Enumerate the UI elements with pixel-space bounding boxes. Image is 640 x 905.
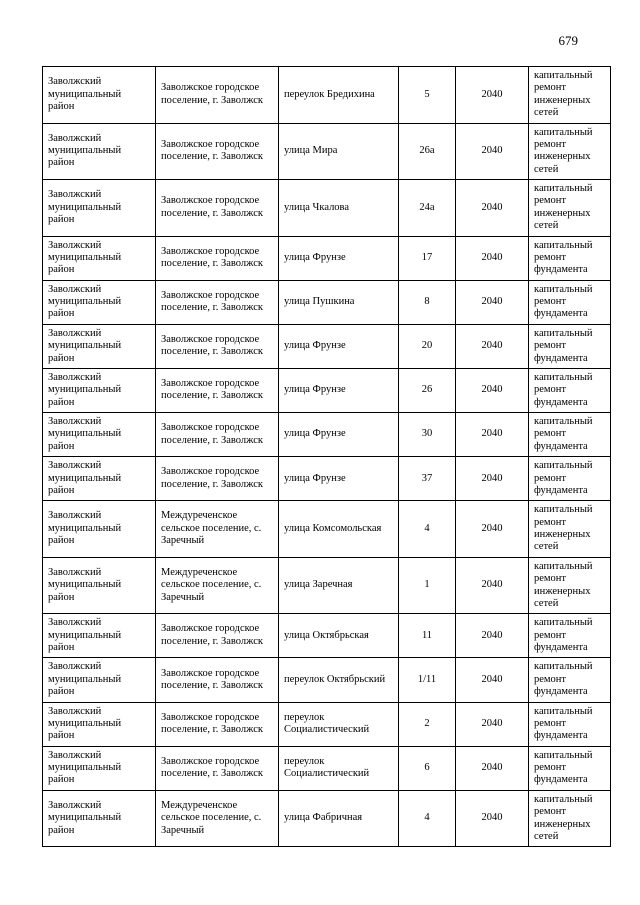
cell-number: 5 [399, 67, 456, 124]
cell-district: Заволжский муниципальный район [43, 123, 156, 180]
cell-number: 1 [399, 557, 456, 614]
cell-number: 26 [399, 368, 456, 412]
cell-settlement: Заволжское городское поселение, г. Заволжск [156, 180, 279, 237]
cell-district: Заволжский муниципальный район [43, 658, 156, 702]
table-row [43, 557, 611, 614]
cell-number: 4 [399, 501, 456, 558]
cell-year: 2040 [456, 501, 529, 558]
cell-district: Заволжский муниципальный район [43, 180, 156, 237]
cell-year: 2040 [456, 557, 529, 614]
cell-number: 17 [399, 236, 456, 280]
cell-settlement: Междуреченское сельское поселение, с. Заречный [156, 501, 279, 558]
cell-number: 4 [399, 790, 456, 847]
table-row [43, 67, 611, 124]
cell-district: Заволжский муниципальный район [43, 280, 156, 324]
cell-district: Заволжский муниципальный район [43, 413, 156, 457]
cell-settlement: Заволжское городское поселение, г. Заволжск [156, 368, 279, 412]
repairs-table [42, 66, 611, 847]
cell-year: 2040 [456, 280, 529, 324]
cell-number: 24а [399, 180, 456, 237]
cell-settlement: Междуреченское сельское поселение, с. Заречный [156, 790, 279, 847]
cell-settlement: Заволжское городское поселение, г. Заволжск [156, 702, 279, 746]
cell-year: 2040 [456, 368, 529, 412]
table-row [43, 790, 611, 847]
cell-settlement: Заволжское городское поселение, г. Заволжск [156, 123, 279, 180]
cell-number: 30 [399, 413, 456, 457]
cell-settlement: Заволжское городское поселение, г. Заволжск [156, 67, 279, 124]
cell-settlement: Заволжское городское поселение, г. Заволжск [156, 413, 279, 457]
cell-settlement: Междуреченское сельское поселение, с. Заречный [156, 557, 279, 614]
cell-year: 2040 [456, 702, 529, 746]
cell-district: Заволжский муниципальный район [43, 236, 156, 280]
cell-district: Заволжский муниципальный район [43, 67, 156, 124]
cell-settlement: Заволжское городское поселение, г. Заволжск [156, 457, 279, 501]
cell-street: улица Мира [279, 123, 399, 180]
cell-number: 6 [399, 746, 456, 790]
table-row [43, 368, 611, 412]
table-row [43, 658, 611, 702]
cell-year: 2040 [456, 658, 529, 702]
cell-settlement: Заволжское городское поселение, г. Заволжск [156, 280, 279, 324]
cell-district: Заволжский муниципальный район [43, 790, 156, 847]
table-row [43, 123, 611, 180]
table-row [43, 280, 611, 324]
table-row [43, 614, 611, 658]
cell-work: капитальный ремонт инженерных сетей [529, 123, 611, 180]
cell-work: капитальный ремонт фундамента [529, 457, 611, 501]
cell-street: переулок Социалистический [279, 702, 399, 746]
cell-work: капитальный ремонт инженерных сетей [529, 557, 611, 614]
page-number: 679 [558, 33, 578, 48]
cell-year: 2040 [456, 614, 529, 658]
cell-work: капитальный ремонт фундамента [529, 413, 611, 457]
cell-street: улица Октябрьская [279, 614, 399, 658]
cell-district: Заволжский муниципальный район [43, 557, 156, 614]
cell-work: капитальный ремонт фундамента [529, 280, 611, 324]
cell-number: 1/11 [399, 658, 456, 702]
repairs-table-body [43, 67, 611, 847]
cell-settlement: Заволжское городское поселение, г. Заволжск [156, 324, 279, 368]
cell-street: переулок Бредихина [279, 67, 399, 124]
cell-number: 20 [399, 324, 456, 368]
cell-year: 2040 [456, 236, 529, 280]
cell-district: Заволжский муниципальный район [43, 702, 156, 746]
cell-street: улица Фрунзе [279, 368, 399, 412]
cell-street: переулок Социалистический [279, 746, 399, 790]
cell-work: капитальный ремонт инженерных сетей [529, 790, 611, 847]
cell-year: 2040 [456, 180, 529, 237]
cell-year: 2040 [456, 123, 529, 180]
cell-street: улица Пушкина [279, 280, 399, 324]
table-row [43, 702, 611, 746]
cell-district: Заволжский муниципальный район [43, 746, 156, 790]
cell-street: улица Фрунзе [279, 236, 399, 280]
cell-year: 2040 [456, 413, 529, 457]
cell-settlement: Заволжское городское поселение, г. Заволжск [156, 614, 279, 658]
cell-number: 8 [399, 280, 456, 324]
table-row [43, 324, 611, 368]
cell-year: 2040 [456, 67, 529, 124]
cell-year: 2040 [456, 457, 529, 501]
cell-work: капитальный ремонт фундамента [529, 702, 611, 746]
cell-street: улица Чкалова [279, 180, 399, 237]
cell-number: 11 [399, 614, 456, 658]
cell-street: улица Фрунзе [279, 413, 399, 457]
cell-work: капитальный ремонт фундамента [529, 324, 611, 368]
cell-street: улица Фрунзе [279, 457, 399, 501]
cell-work: капитальный ремонт фундамента [529, 614, 611, 658]
cell-district: Заволжский муниципальный район [43, 457, 156, 501]
cell-number: 26а [399, 123, 456, 180]
table-row [43, 413, 611, 457]
cell-work: капитальный ремонт фундамента [529, 658, 611, 702]
cell-street: улица Фрунзе [279, 324, 399, 368]
table-row [43, 457, 611, 501]
cell-number: 2 [399, 702, 456, 746]
cell-street: улица Заречная [279, 557, 399, 614]
table-row [43, 746, 611, 790]
cell-number: 37 [399, 457, 456, 501]
cell-work: капитальный ремонт инженерных сетей [529, 501, 611, 558]
cell-settlement: Заволжское городское поселение, г. Заволжск [156, 658, 279, 702]
cell-year: 2040 [456, 746, 529, 790]
cell-work: капитальный ремонт фундамента [529, 368, 611, 412]
cell-settlement: Заволжское городское поселение, г. Заволжск [156, 746, 279, 790]
cell-work: капитальный ремонт инженерных сетей [529, 180, 611, 237]
cell-work: капитальный ремонт фундамента [529, 746, 611, 790]
cell-district: Заволжский муниципальный район [43, 614, 156, 658]
cell-district: Заволжский муниципальный район [43, 368, 156, 412]
cell-year: 2040 [456, 790, 529, 847]
cell-year: 2040 [456, 324, 529, 368]
cell-work: капитальный ремонт фундамента [529, 236, 611, 280]
cell-settlement: Заволжское городское поселение, г. Заволжск [156, 236, 279, 280]
cell-street: улица Фабричная [279, 790, 399, 847]
cell-street: улица Комсомольская [279, 501, 399, 558]
table-row [43, 501, 611, 558]
cell-street: переулок Октябрьский [279, 658, 399, 702]
table-row [43, 236, 611, 280]
cell-work: капитальный ремонт инженерных сетей [529, 67, 611, 124]
cell-district: Заволжский муниципальный район [43, 324, 156, 368]
cell-district: Заволжский муниципальный район [43, 501, 156, 558]
table-row [43, 180, 611, 237]
